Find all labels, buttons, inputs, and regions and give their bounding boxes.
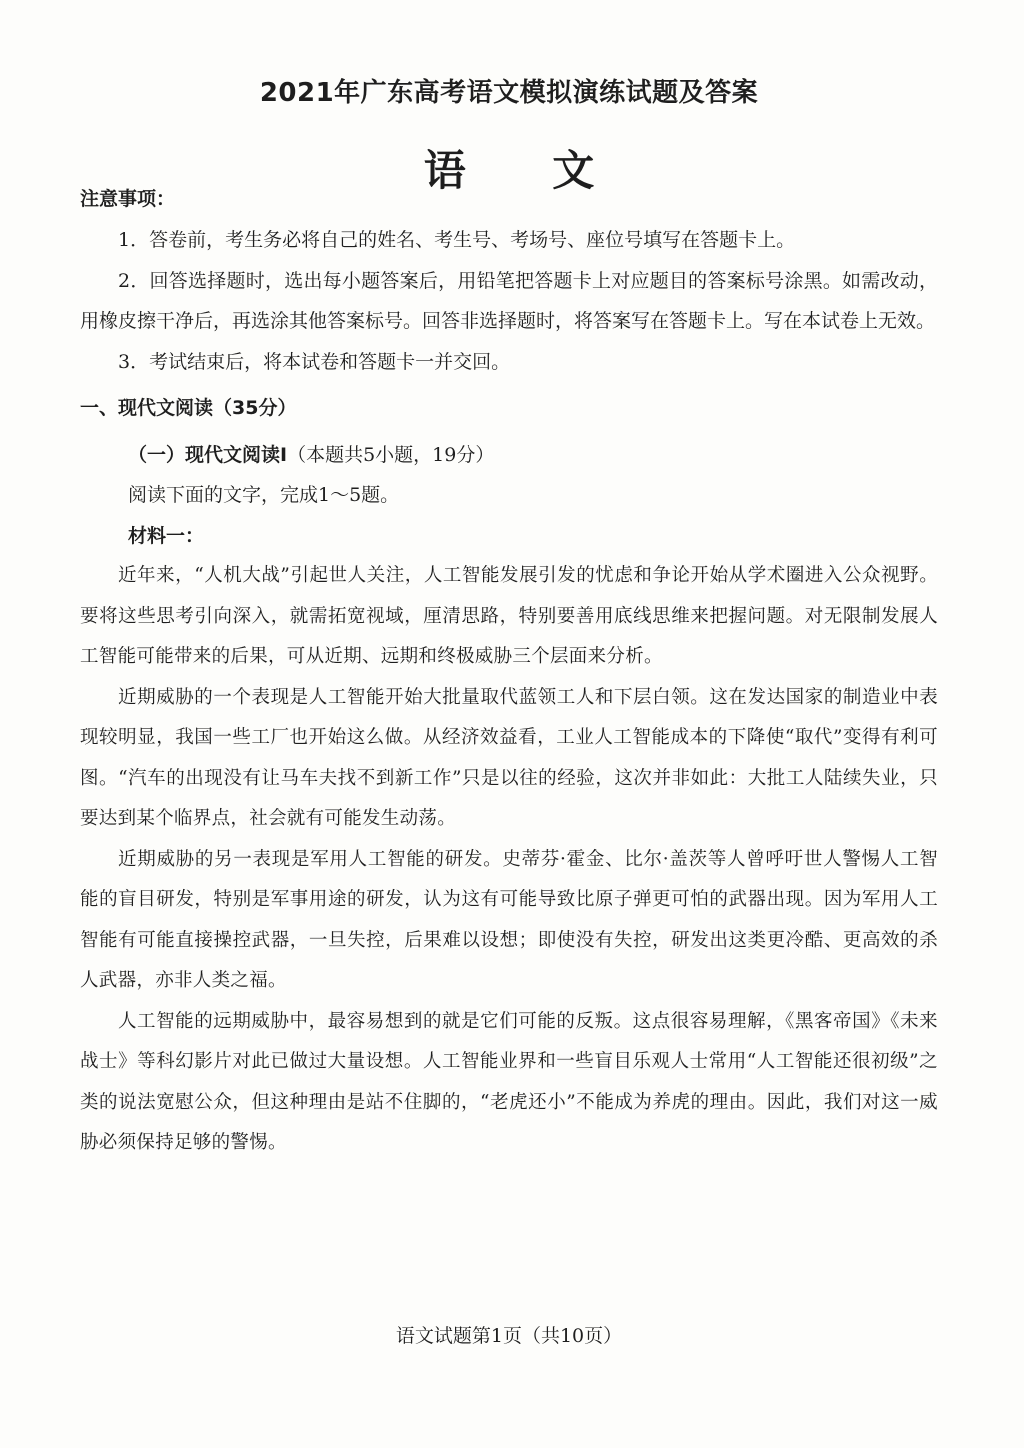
passage-paragraph: 人工智能的远期威胁中，最容易想到的就是它们可能的反叛。这点很容易理解，《黑客帝国》《未来战士》等科幻影片对此已做过大量设想。人工智能业界和一些盲目乐观人士常用“人工智能还很初级”之类的说法宽慰公众，但这种理由是站不住脚的，“老虎还小”不能成为养虎的理由。因此，我们对这一威胁必须保持足够的警惕。 xyxy=(80,1010,938,1153)
sub-section-note: （本题共5小题，19分） xyxy=(287,443,495,466)
passage xyxy=(80,556,938,1164)
passage-paragraph: 近期威胁的一个表现是人工智能开始大批量取代蓝领工人和下层白领。这在发达国家的制造业中表现较明显，我国一些工厂也开始这么做。从经济效益看，工业人工智能成本的下降使“取代”变得有利可图。“汽车的出现没有让马车夫找不到新工作”只是以往的经验，这次并非如此：大批工人陆续失业，只要达到某个临界点，社会就有可能发生动荡。 xyxy=(80,686,938,829)
subject-title: 语 文 xyxy=(423,146,631,195)
exam-page xyxy=(80,0,938,1448)
page-footer: 语文试题第1页（共10页） xyxy=(395,1325,623,1347)
notice-heading: 注意事项： xyxy=(80,188,176,210)
sub-section-title: （一）现代文阅读Ⅰ xyxy=(128,443,288,466)
passage-paragraph: 近期威胁的另一表现是军用人工智能的研发。史蒂芬·霍金、比尔·盖茨等人曾呼吁世人警惕人工智能的盲目研发，特别是军事用途的研发，认为这有可能导致比原子弹更可怕的武器出现。因为军用人工智能有可能直接操控武器，一旦失控，后果难以设想；即使没有失控，研发出这类更冷酷、更高效的杀人武器，亦非人类之福。 xyxy=(80,848,938,991)
notice-item-3: 3．考试结束后，将本试卷和答题卡一并交回。 xyxy=(118,350,511,373)
notice-item-1: 1．答卷前，考生务必将自己的姓名、考生号、考场号、座位号填写在答题卡上。 xyxy=(118,229,796,251)
exam-body xyxy=(80,220,938,1164)
material-label: 材料一： xyxy=(128,524,205,547)
reading-instruction: 阅读下面的文字，完成1～5题。 xyxy=(128,484,400,506)
document-title: 2021年广东高考语文模拟演练试题及答案 xyxy=(259,78,759,108)
sub-section-heading xyxy=(80,435,938,476)
notice-item-2: 2．回答选择题时，选出每小题答案后，用铅笔把答题卡上对应题目的答案标号涂黑。如需改动，用橡皮擦干净后，再选涂其他答案标号。回答非选择题时，将答案写在答题卡上。写在本试卷上无效。 xyxy=(80,269,938,332)
passage-paragraph: 近年来，“人机大战”引起世人关注，人工智能发展引发的忧虑和争论开始从学术圈进入公众视野。要将这些思考引向深入，就需拓宽视域，厘清思路，特别要善用底线思维来把握问题。对无限制发展人工智能可能带来的后果，可从近期、远期和终极威胁三个层面来分析。 xyxy=(80,565,938,667)
section-heading: 一、现代文阅读（35分） xyxy=(80,397,297,419)
